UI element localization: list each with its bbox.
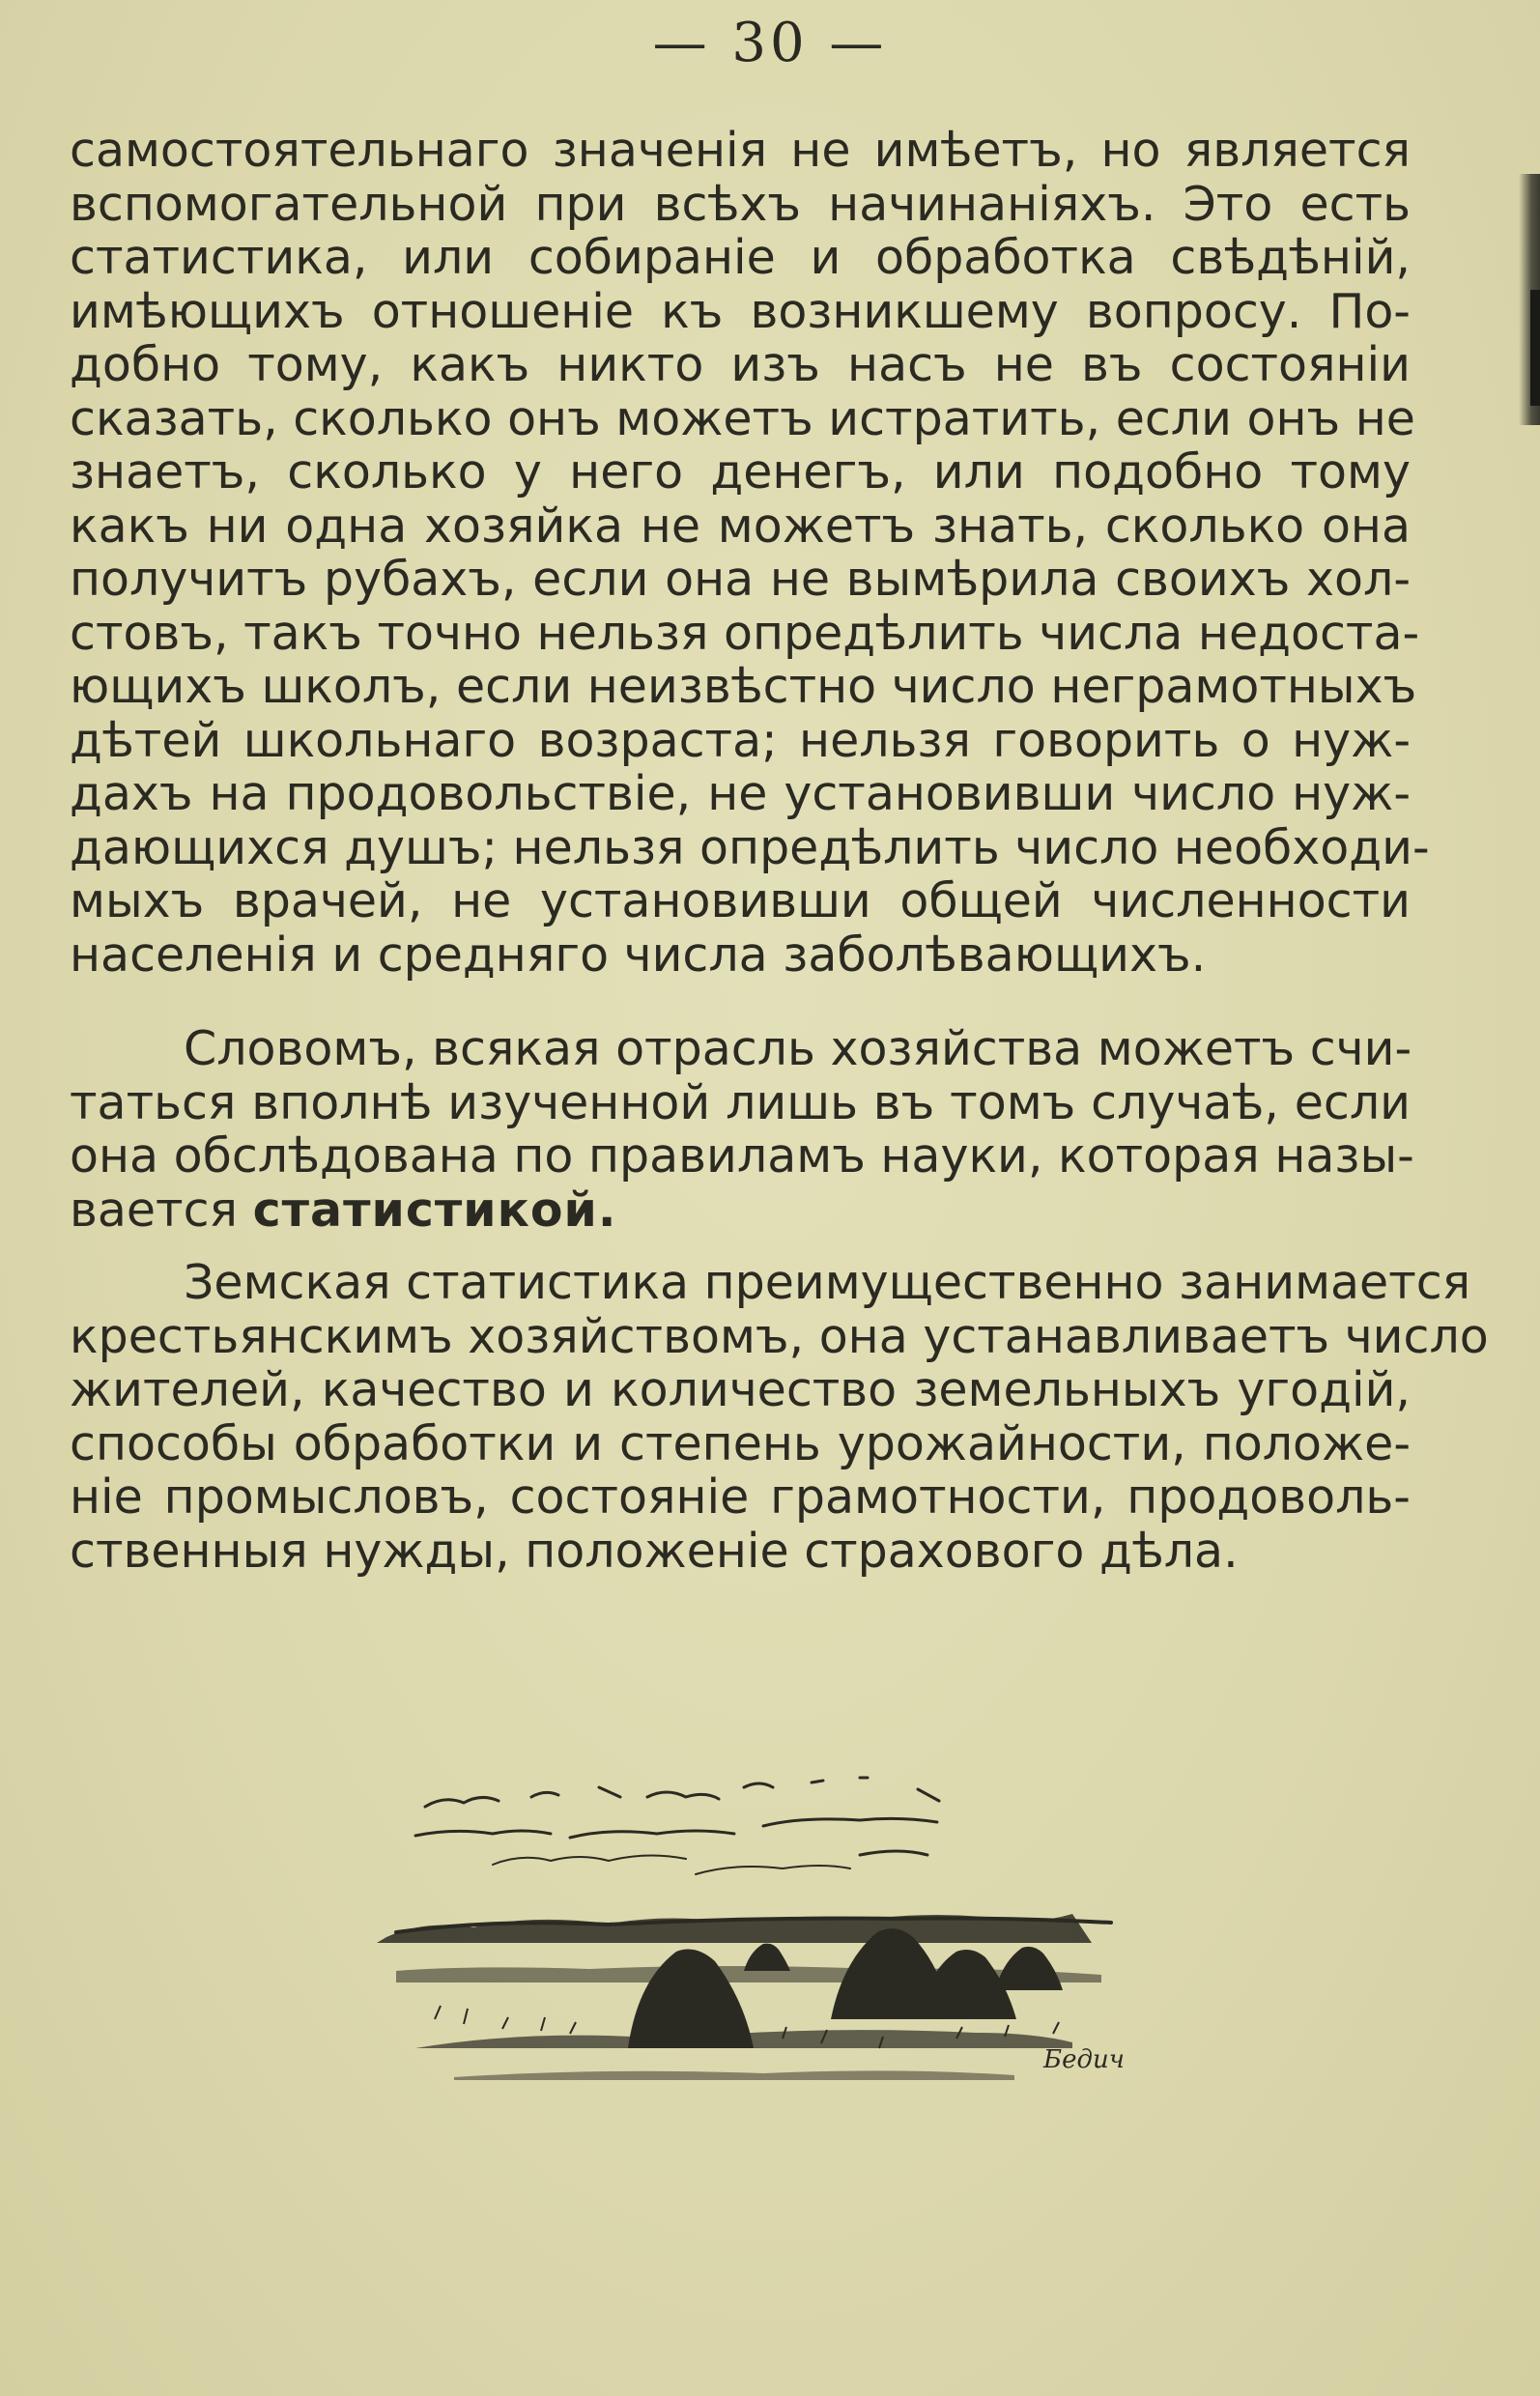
text-line: крестьянскимъ хозяйствомъ, она устанавливаетъ число	[70, 1308, 1489, 1364]
text-line: ственныя нужды, положеніе страхового дѣла.	[70, 1523, 1239, 1579]
paragraph-2	[70, 1021, 1414, 1238]
paragraph-1	[70, 123, 1430, 983]
text-run: вается	[70, 1182, 253, 1238]
text-line: ющихъ школъ, если неизвѣстно число неграмотныхъ	[70, 659, 1417, 714]
text-line: мыхъ врачей, не установивши общей численности	[70, 873, 1411, 928]
artist-signature: Бедич	[1043, 2045, 1125, 2074]
emphasized-term: статистикой.	[252, 1182, 617, 1238]
text-line: имѣющихъ отношеніе къ возникшему вопросу. По-	[70, 283, 1411, 339]
paragraph-3	[70, 1255, 1489, 1579]
text-line: Земская статистика преимущественно занимается	[184, 1255, 1471, 1310]
text-line: дахъ на продовольствіе, не установивши число нуж-	[70, 766, 1411, 821]
text-line: стовъ, такъ точно нельзя опредѣлить числа недоста-	[70, 605, 1420, 661]
text-line: вспомогательной при всѣхъ начинаніяхъ. Это есть	[70, 176, 1411, 232]
text-line: ніе промысловъ, состояніе грамотности, продоволь-	[70, 1469, 1411, 1525]
text-line: способы обработки и степень урожайности, положе-	[70, 1415, 1411, 1471]
haystacks-illustration	[377, 1729, 1150, 2116]
text-line: дающихся душъ; нельзя опредѣлить число необходи-	[70, 819, 1430, 875]
page-edge-dark	[1530, 290, 1540, 406]
text-line	[70, 1184, 1411, 1238]
text-line: она обслѣдована по правиламъ науки, которая назы-	[70, 1128, 1414, 1184]
text-line: Словомъ, всякая отрасль хозяйства можетъ счи-	[184, 1021, 1412, 1076]
text-line: добно тому, какъ никто изъ насъ не въ состояніи	[70, 337, 1411, 392]
text-line: самостоятельнаго значенія не имѣетъ, но является	[70, 123, 1411, 178]
page-number: — 30 —	[652, 12, 888, 74]
text-line: получитъ рубахъ, если она не вымѣрила своихъ хол-	[70, 552, 1411, 607]
text-line: жителей, качество и количество земельныхъ угодій,	[70, 1362, 1411, 1417]
text-line: населенія и средняго числа заболѣвающихъ.	[70, 927, 1207, 983]
text-line: сказать, сколько онъ можетъ истратить, если онъ не	[70, 390, 1415, 446]
text-line: дѣтей школьнаго возраста; нельзя говорить о нуж-	[70, 712, 1411, 768]
text-line: таться вполнѣ изученной лишь въ томъ случаѣ, если	[70, 1074, 1411, 1130]
text-line: какъ ни одна хозяйка не можетъ знать, сколько она	[70, 498, 1411, 554]
text-line: знаетъ, сколько у него денегъ, или подобно тому	[70, 444, 1411, 499]
text-line: статистика, или собираніе и обработка свѣдѣній,	[70, 230, 1411, 285]
